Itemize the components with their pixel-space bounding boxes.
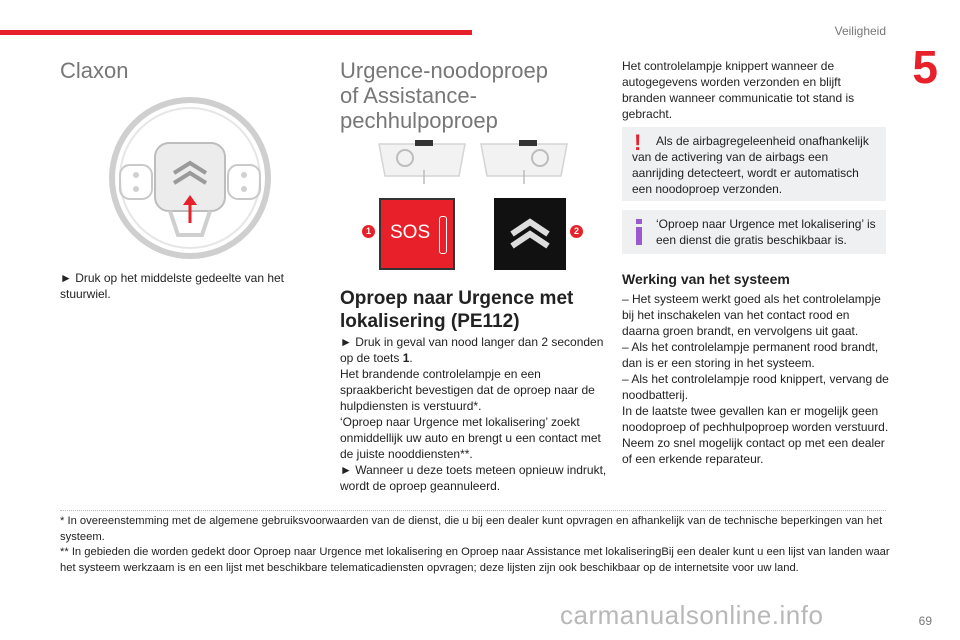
airbag-warning-text: Als de airbagregeleenheid onafhankelijk van de activering van de airbags een aanrijding detecteert, wordt er automatisch een noodoproep verzonden. <box>632 134 869 196</box>
toets-number: 1 <box>402 351 410 365</box>
system-line-3: – Als het controlelampje rood knippert, vervang de noodbatterij. <box>622 372 889 402</box>
system-line-4: In de laatste twee gevallen kan er mogelijk geen noodoproep of pechhulpoproep worden verstuurd. <box>622 404 889 434</box>
header-accent-bar <box>0 30 472 35</box>
sos-label: SOS <box>390 222 431 243</box>
assistance-button-illustration <box>494 198 566 270</box>
steering-wheel-illustration <box>100 95 280 260</box>
callout-2: 2 <box>570 225 583 238</box>
free-service-info-text: ‘Oproep naar Urgence met lokalisering’ is een dienst die gratis beschikbaar is. <box>656 217 876 247</box>
airbag-warning-box <box>622 127 886 201</box>
pe112-heading <box>340 287 600 333</box>
footnote-1: * In overeenstemming met de algemene gebruiksvoorwaarden van de dienst, die u bij een dealer kunt opvragen en afhankelijk van de technische beperkingen van het systeem. <box>60 515 883 543</box>
pe112-body <box>340 334 608 494</box>
footnote-divider <box>60 510 886 511</box>
toets-end: . <box>409 351 413 365</box>
page-number: 69 <box>918 614 932 628</box>
claxon-title: Claxon <box>60 58 129 83</box>
system-description <box>622 291 890 467</box>
footnotes <box>60 514 890 576</box>
system-heading: Werking van het systeem <box>622 271 790 287</box>
chapter-number: 5 <box>912 41 938 93</box>
urgence-title-line-2: of Assistance- <box>340 83 477 108</box>
urgence-title-line-3: pechhulpoproep <box>340 108 498 133</box>
urgence-title <box>340 58 580 133</box>
running-title: Veiligheid <box>834 24 886 38</box>
urgence-title-line-1: Urgence-noodoproep <box>340 58 548 83</box>
pe112-heading-line-2: lokalisering (PE112) <box>340 311 520 332</box>
pe112-step-1-text: ► Druk in geval van nood langer dan 2 seconden op de toets <box>340 335 604 365</box>
sos-indicator <box>439 216 447 254</box>
pe112-locate: ‘Oproep naar Urgence met lokalisering’ zoekt onmiddellijk uw auto en brengt u een contact met de juiste nooddiensten**. <box>340 415 601 461</box>
claxon-instruction: ► Druk op het middelste gedeelte van het stuurwiel. <box>60 271 285 301</box>
mirror-unit-illustration <box>375 140 575 186</box>
pe112-cancel: ► Wanneer u deze toets meteen opnieuw indrukt, wordt de oproep geannuleerd. <box>340 463 607 493</box>
system-line-2: – Als het controlelampje permanent rood brandt, dan is er een storing in het systeem. <box>622 340 879 370</box>
pe112-step-1 <box>340 334 608 366</box>
callout-1: 1 <box>362 225 375 238</box>
lamp-intro: Het controlelampje knippert wanneer de autogegevens worden verzonden en blijft branden wanneer communicatie tot stand is gebracht. <box>622 59 855 121</box>
info-icon <box>634 219 644 245</box>
pe112-confirmation: Het brandende controlelampje en een spraakbericht bevestigen dat de oproep naar de hulpdiensten is verstuurd*. <box>340 367 595 413</box>
brand-chevrons-icon <box>494 198 566 270</box>
sos-button-illustration <box>379 198 455 270</box>
system-line-5: Neem zo snel mogelijk contact op met een dealer of een erkende reparateur. <box>622 436 885 466</box>
watermark: carmanualsonline.info <box>560 600 824 630</box>
pe112-heading-line-1: Oproep naar Urgence met <box>340 288 574 309</box>
exclamation-icon: ! <box>634 130 642 155</box>
footnote-2: ** In gebieden die worden gedekt door Oproep naar Urgence met lokalisering en Oproep naar Assistance met lokaliseringBij een dealer kunt u een lijst van landen waar het systeem werkzaam is en een lijst met beschikbare telematicadiensten opvragen; deze lijsten zijn ook beschikbaar op de internetsite voor uw land. <box>60 546 890 574</box>
system-line-1: – Het systeem werkt goed als het controlelampje bij het inschakelen van het contact rood en daarna groen brandt, en vervolgens uit gaat. <box>622 292 881 338</box>
free-service-info-box <box>622 210 886 254</box>
